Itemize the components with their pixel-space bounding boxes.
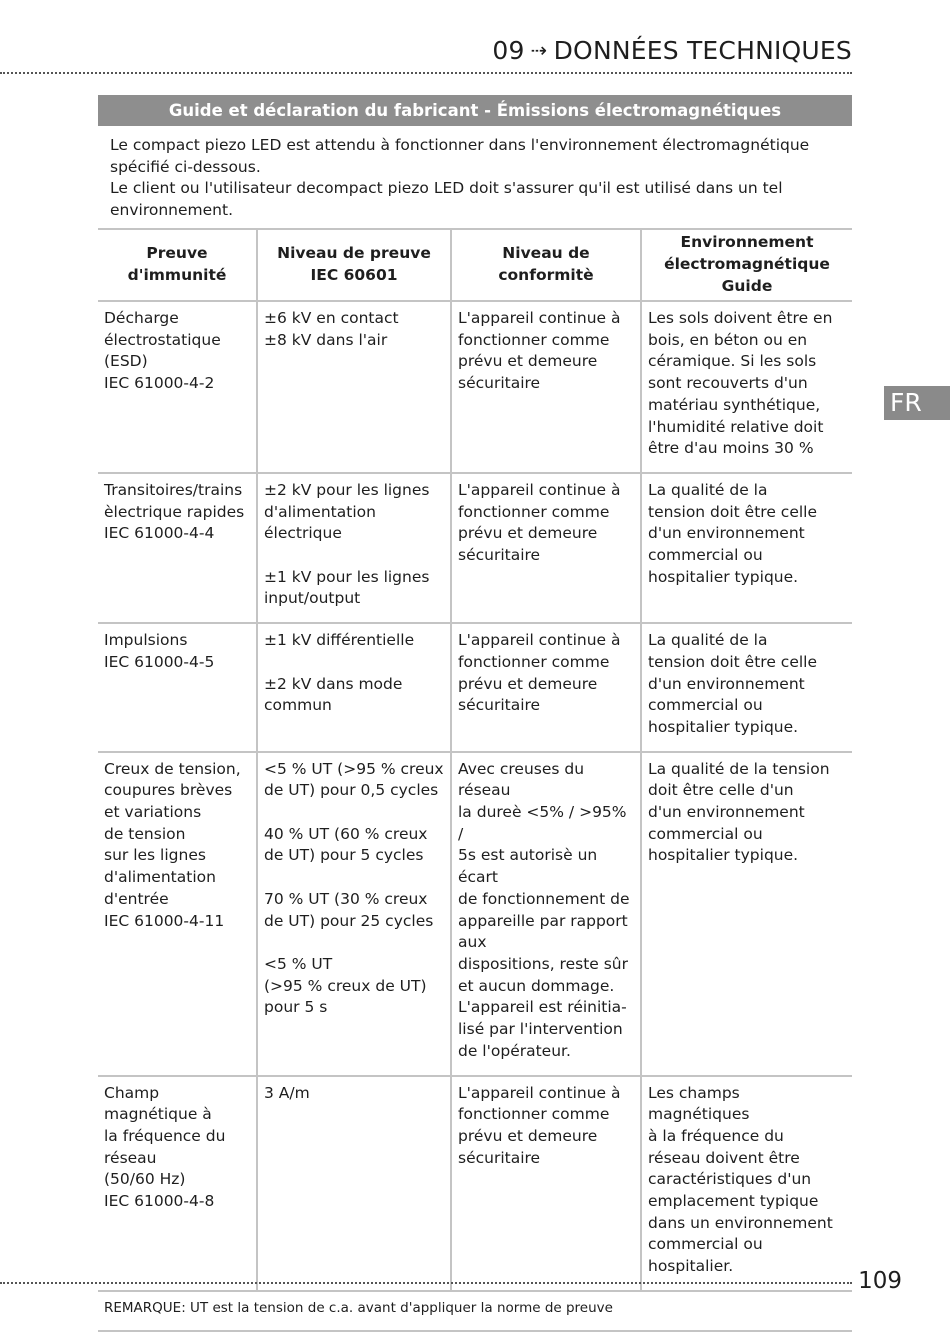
table-cell: Décharge électrostatique (ESD) IEC 61000-4-2 — [98, 301, 257, 473]
intro-text — [110, 135, 840, 222]
table-cell: Champ magnétique à la fréquence du réseau (50/60 Hz) IEC 61000-4-8 — [98, 1076, 257, 1291]
table-cell: Transitoires/trains èlectrique rapides IEC 61000-4-4 — [98, 473, 257, 623]
table-cell: ±1 kV différentielle ±2 kV dans mode commun — [257, 623, 451, 752]
intro-paragraph: Le client ou l'utilisateur decompact piezo LED doit s'assurer qu'il est utilisé dans un tel environnement. — [110, 179, 783, 220]
column-header: Preuve d'immunité — [98, 229, 257, 301]
column-header: Niveau de preuve IEC 60601 — [257, 229, 451, 301]
table-cell: L'appareil continue à fonctionner comme prévu et demeure sécuritaire — [451, 623, 641, 752]
table-note-row — [98, 1291, 852, 1331]
table-cell: Creux de tension, coupures brèves et variations de tension sur les lignes d'alimentation d'entrée IEC 61000-4-11 — [98, 752, 257, 1076]
intro-paragraph: Le compact piezo LED est attendu à fonctionner dans l'environnement électromagnétique spécifié ci-dessous. — [110, 136, 810, 176]
table-row — [98, 752, 852, 1076]
table-header-row — [98, 229, 852, 301]
footer-dotted-rule — [0, 1282, 852, 1284]
dotted-arrow-icon: ⇢ — [530, 38, 548, 62]
table-cell: L'appareil continue à fonctionner comme prévu et demeure sécuritaire — [451, 301, 641, 473]
column-header: Niveau de conformitè — [451, 229, 641, 301]
header-dotted-rule — [0, 72, 852, 74]
page-header — [492, 36, 852, 65]
table-cell: La qualité de la tension doit être celle d'un d'un environnement commercial ou hospitalier typique. — [641, 752, 852, 1076]
table-cell: Impulsions IEC 61000-4-5 — [98, 623, 257, 752]
page-number: 109 — [858, 1268, 902, 1294]
emc-immunity-table — [98, 228, 852, 1332]
chapter-title: DONNÉES TECHNIQUES — [553, 36, 852, 65]
section-title: Guide et déclaration du fabricant - Émissions électromagnétiques — [98, 95, 852, 126]
table-note: REMARQUE: UT est la tension de c.a. avant d'appliquer la norme de preuve — [98, 1291, 852, 1331]
table-row — [98, 623, 852, 752]
table-cell: Les champs magnétiques à la fréquence du réseau doivent être caractéristiques d'un emplacement typique dans un environnement commercial ou hospitalier. — [641, 1076, 852, 1291]
table-cell: Les sols doivent être en bois, en béton ou en céramique. Si les sols sont recouverts d'un matériau synthétique, l'humidité relative doit être d'au moins 30 % — [641, 301, 852, 473]
table-cell: ±6 kV en contact ±8 kV dans l'air — [257, 301, 451, 473]
table-row — [98, 1076, 852, 1291]
table-cell: Avec creuses du réseau la dureè <5% / >95% / 5s est autorisè un écart de fonctionnement de appareille par rapport aux dispositions, reste sûr et aucun dommage. L'appareil est réinitia- lisé par l'intervention de l'opérateur. — [451, 752, 641, 1076]
table-cell: ±2 kV pour les lignes d'alimentation électrique ±1 kV pour les lignes input/output — [257, 473, 451, 623]
column-header: Environnement électromagnétique Guide — [641, 229, 852, 301]
table-cell: <5 % UT (>95 % creux de UT) pour 0,5 cycles 40 % UT (60 % creux de UT) pour 5 cycles 70 % UT (30 % creux de UT) pour 25 cycles <5 % UT (>95 % creux de UT) pour 5 s — [257, 752, 451, 1076]
table-row — [98, 301, 852, 473]
table-cell: La qualité de la tension doit être celle d'un environnement commercial ou hospitalier typique. — [641, 473, 852, 623]
table-cell: L'appareil continue à fonctionner comme prévu et demeure sécuritaire — [451, 473, 641, 623]
table-cell: La qualité de la tension doit être celle d'un environnement commercial ou hospitalier typique. — [641, 623, 852, 752]
chapter-number: 09 — [492, 36, 525, 65]
table-cell: 3 A/m — [257, 1076, 451, 1291]
language-tab: FR — [884, 386, 950, 420]
table-row — [98, 473, 852, 623]
table-cell: L'appareil continue à fonctionner comme prévu et demeure sécuritaire — [451, 1076, 641, 1291]
